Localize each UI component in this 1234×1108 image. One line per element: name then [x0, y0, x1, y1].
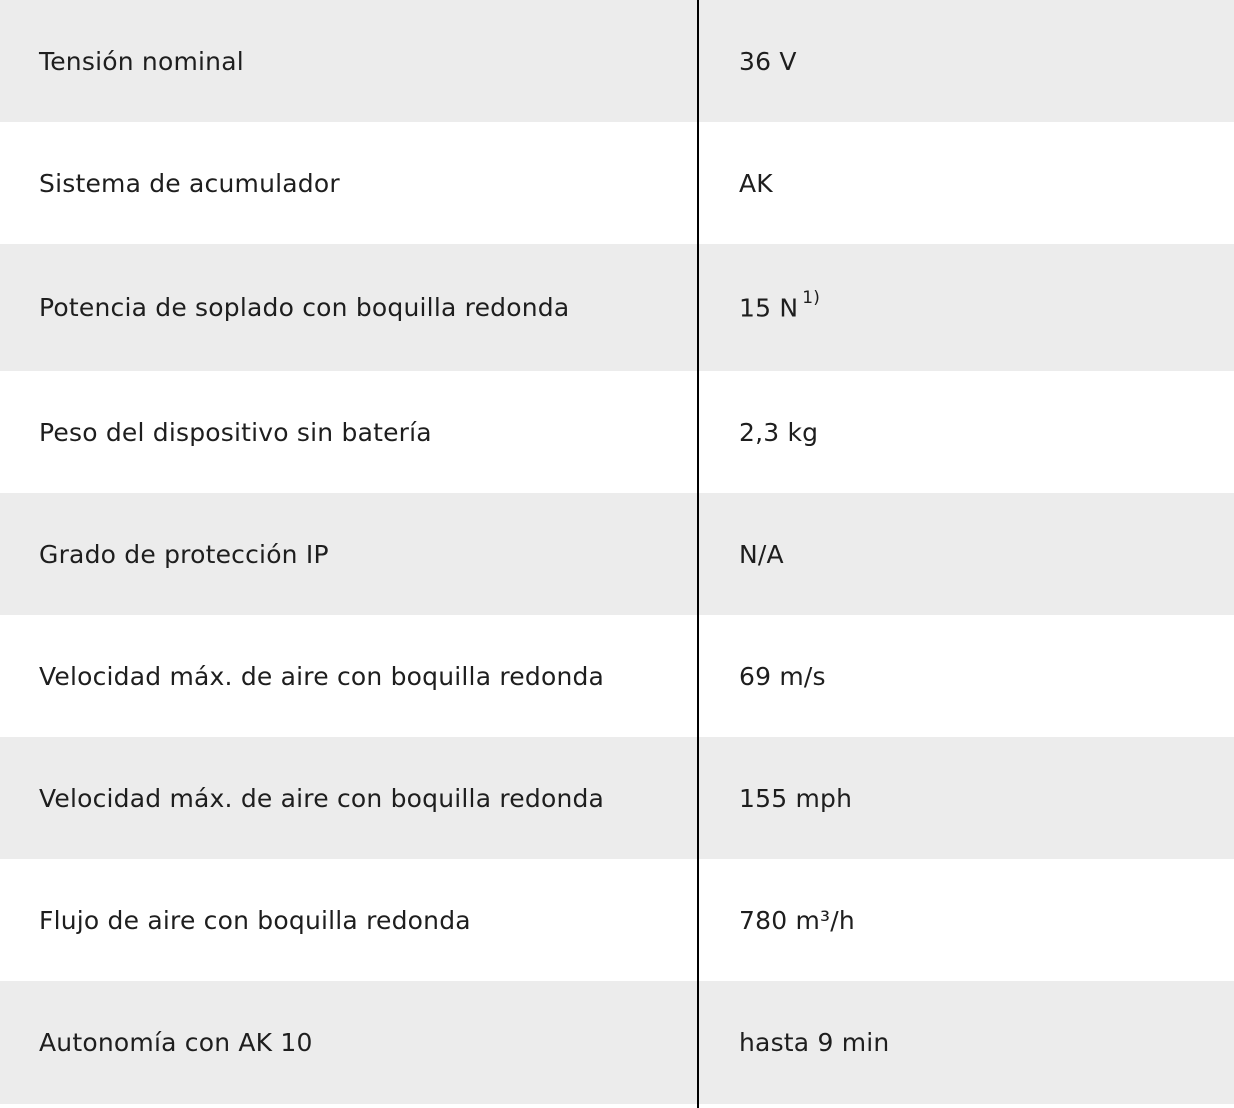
spec-label: Potencia de soplado con boquilla redonda	[39, 293, 570, 322]
spec-label: Velocidad máx. de aire con boquilla redonda	[39, 783, 605, 813]
table-row	[0, 981, 1234, 1104]
spec-value	[697, 288, 1234, 323]
spec-value-text: 155 mph	[739, 783, 853, 813]
table-row	[0, 859, 1234, 981]
footnote-marker: 1)	[802, 288, 821, 309]
spec-value-text: 2,3 kg	[739, 417, 819, 447]
spec-value	[697, 1028, 1234, 1057]
spec-value-text: AK	[739, 168, 773, 198]
spec-value-text: 36 V	[739, 46, 797, 76]
column-divider	[697, 0, 699, 1108]
table-row	[0, 737, 1234, 859]
spec-label: Autonomía con AK 10	[39, 1028, 313, 1057]
spec-value	[697, 540, 1234, 569]
spec-value	[697, 662, 1234, 691]
spec-label: Sistema de acumulador	[39, 168, 340, 198]
spec-value-text: 69 m/s	[739, 661, 826, 691]
spec-value-text: 780 m³/h	[739, 905, 855, 935]
table-row	[0, 615, 1234, 737]
table-row	[0, 122, 1234, 244]
table-row	[0, 244, 1234, 371]
spec-value-text: hasta 9 min	[739, 1028, 890, 1057]
spec-label: Flujo de aire con boquilla redonda	[39, 905, 471, 935]
spec-value	[697, 169, 1234, 198]
spec-value	[697, 906, 1234, 935]
spec-label: Velocidad máx. de aire con boquilla redonda	[39, 661, 605, 691]
spec-value-text: N/A	[739, 539, 784, 569]
spec-value	[697, 418, 1234, 447]
spec-label: Tensión nominal	[39, 46, 244, 76]
table-row	[0, 371, 1234, 493]
spec-label: Peso del dispositivo sin batería	[39, 417, 432, 447]
spec-label: Grado de protección IP	[39, 539, 329, 569]
spec-value-text: 15 N	[739, 293, 799, 323]
table-row	[0, 0, 1234, 122]
spec-value	[697, 47, 1234, 76]
spec-value	[697, 784, 1234, 813]
table-row	[0, 493, 1234, 615]
